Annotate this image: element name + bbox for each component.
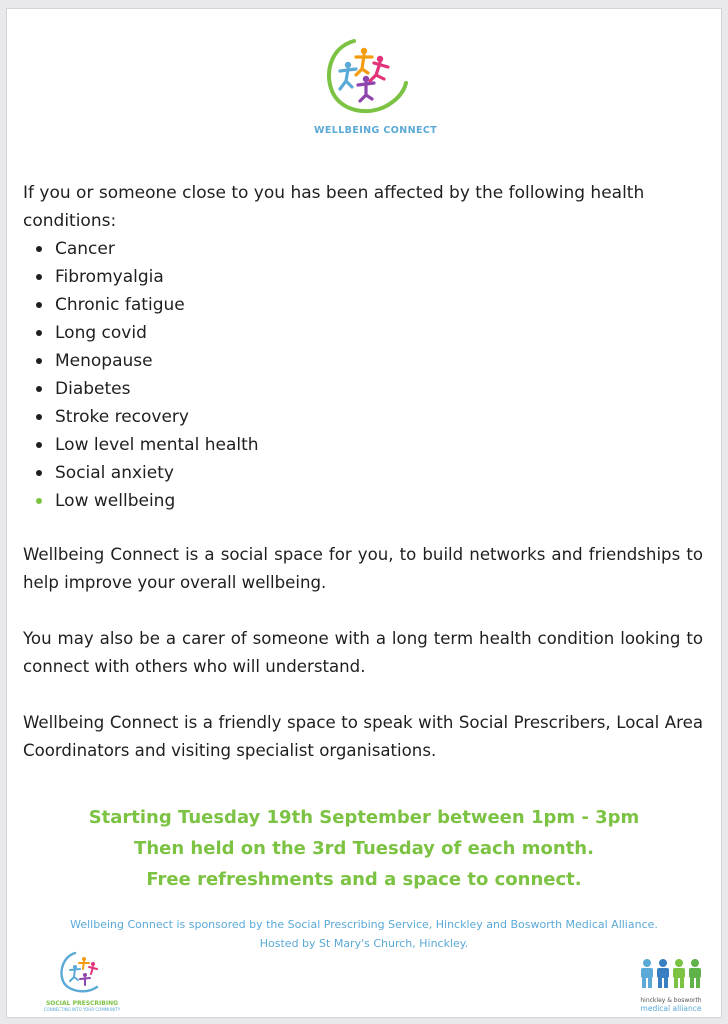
medical-alliance-line2: medical alliance bbox=[640, 1004, 702, 1013]
paragraph-carer: You may also be a carer of someone with a long term health condition looking to connect with others who will understand. bbox=[23, 629, 703, 676]
bullet-icon bbox=[36, 470, 42, 476]
logo-caption: WELLBEING CONNECT bbox=[314, 125, 438, 136]
flyer-page bbox=[6, 8, 722, 1018]
wellbeing-connect-logo-icon bbox=[318, 33, 410, 121]
medical-alliance-logo-icon bbox=[638, 957, 704, 991]
conditions-list bbox=[35, 235, 703, 515]
bullet-icon bbox=[36, 358, 42, 364]
social-prescribing-tagline: CONNECTING INTO YOUR COMMUNITY bbox=[43, 1007, 121, 1012]
medical-alliance-line1: hinckley & bosworth bbox=[640, 997, 702, 1004]
bullet-icon bbox=[36, 246, 42, 252]
list-item: Low wellbeing bbox=[35, 487, 703, 515]
bullet-icon bbox=[36, 498, 42, 504]
schedule-block bbox=[7, 802, 721, 895]
list-item: Stroke recovery bbox=[35, 403, 703, 431]
bullet-icon bbox=[36, 442, 42, 448]
list-item: Long covid bbox=[35, 319, 703, 347]
wellbeing-connect-logo bbox=[314, 33, 438, 136]
sponsor-line: Wellbeing Connect is sponsored by the Social Prescribing Service, Hinckley and Bosworth Medical Alliance. bbox=[70, 918, 658, 931]
list-item: Social anxiety bbox=[35, 459, 703, 487]
bullet-icon bbox=[36, 330, 42, 336]
bullet-icon bbox=[36, 386, 42, 392]
list-item: Fibromyalgia bbox=[35, 263, 703, 291]
list-item: Menopause bbox=[35, 347, 703, 375]
list-item: Diabetes bbox=[35, 375, 703, 403]
paragraph-friendly-space: Wellbeing Connect is a friendly space to speak with Social Prescribers, Local Area Coordinators and visiting specialist organisations. bbox=[23, 713, 703, 760]
social-prescribing-brand: SOCIAL PRESCRIBING bbox=[45, 1000, 119, 1007]
schedule-line-recurring: Then held on the 3rd Tuesday of each month. bbox=[134, 838, 594, 859]
bullet-icon bbox=[36, 414, 42, 420]
paragraph-social-space: Wellbeing Connect is a social space for you, to build networks and friendships to help improve your overall wellbeing. bbox=[23, 545, 703, 592]
host-line: Hosted by St Mary's Church, Hinckley. bbox=[259, 937, 469, 950]
bullet-icon bbox=[36, 302, 42, 308]
schedule-line-refreshments: Free refreshments and a space to connect. bbox=[146, 869, 582, 890]
social-prescribing-logo-icon bbox=[57, 949, 107, 995]
list-item: Low level mental health bbox=[35, 431, 703, 459]
medical-alliance-logo bbox=[635, 957, 707, 1013]
bullet-icon bbox=[36, 274, 42, 280]
list-item: Cancer bbox=[35, 235, 703, 263]
social-prescribing-logo bbox=[37, 949, 127, 1012]
list-item: Chronic fatigue bbox=[35, 291, 703, 319]
sponsor-block bbox=[7, 915, 721, 953]
intro-text: If you or someone close to you has been affected by the following health conditions: bbox=[23, 183, 645, 231]
schedule-line-start: Starting Tuesday 19th September between 1pm - 3pm bbox=[88, 807, 640, 828]
main-content bbox=[23, 179, 703, 793]
